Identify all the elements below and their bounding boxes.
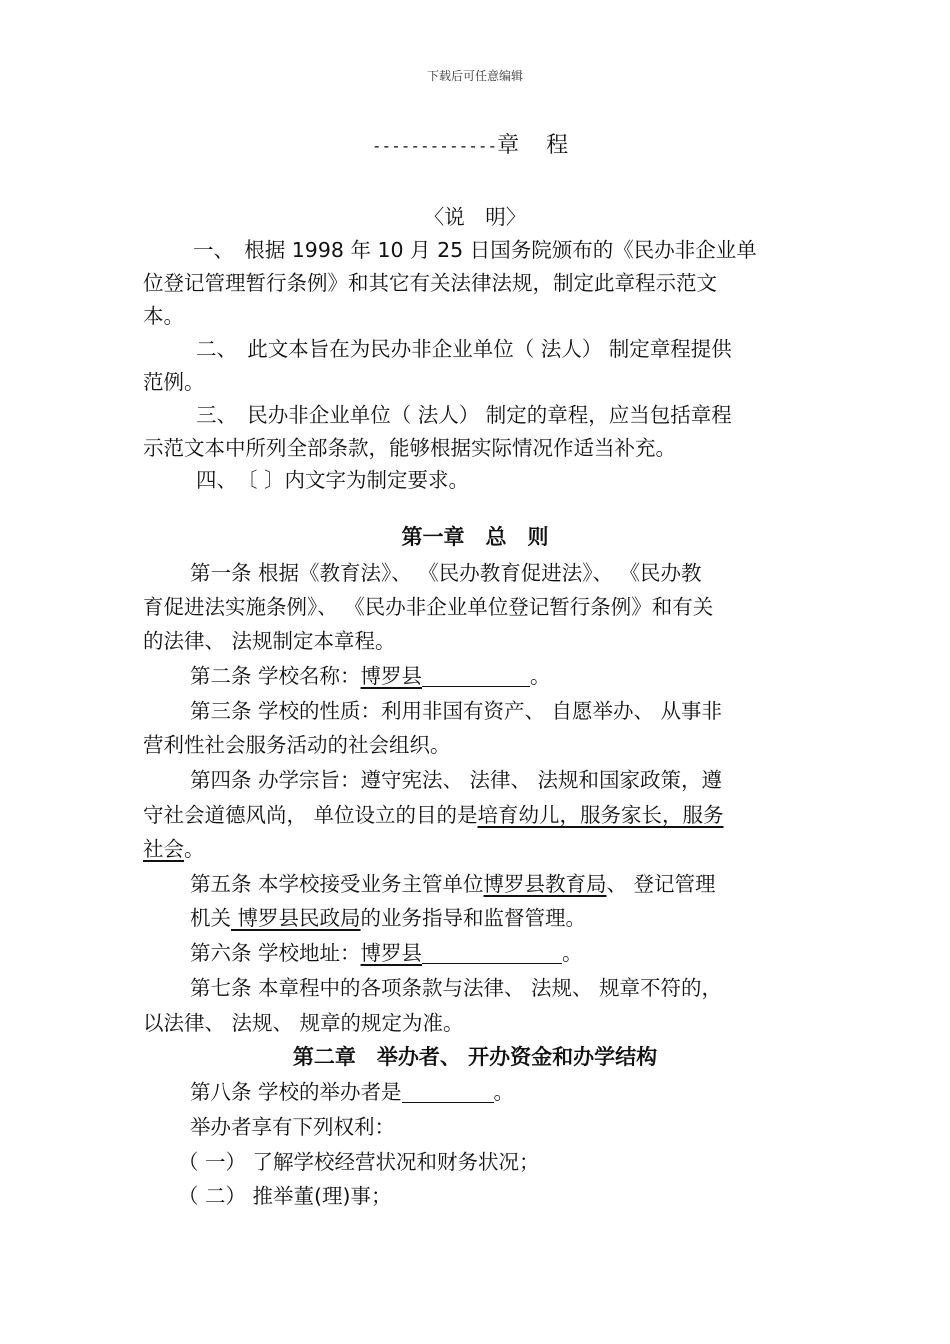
article-3-line: 第三条 学校的性质：利用非国有资产、 自愿举办、 从事非	[190, 699, 723, 723]
article-5-text: 机关	[190, 906, 231, 930]
rights-item: （ 一） 了解学校经营状况和财务状况；	[178, 1150, 540, 1174]
explanation-line: 二、 此文本旨在为民办非企业单位（ 法人） 制定章程提供	[196, 337, 732, 361]
article-5-text: 、 登记管理	[606, 872, 716, 896]
school-name-blank	[422, 664, 530, 687]
rights-intro: 举办者享有下列权利：	[190, 1115, 395, 1139]
article-1-line: 的法律、 法规制定本章程。	[143, 629, 396, 653]
school-address-value: 博罗县	[360, 941, 423, 965]
chapter1-heading: 第一章 总 则	[401, 525, 549, 549]
supervisor-value: 博罗县教育局	[483, 872, 607, 896]
article-8-suffix: 。	[493, 1080, 515, 1104]
explanation-line: 位登记管理暂行条例》和其它有关法律法规，制定此章程示范文	[143, 271, 717, 295]
school-purpose-value-cont: 社会	[143, 837, 184, 861]
article-5-line	[190, 867, 716, 901]
article-5-text: 的业务指导和监督管理。	[360, 906, 587, 930]
article-3-line: 营利性社会服务活动的社会组织。	[143, 733, 451, 757]
article-1-line: 第一条 根据《教育法》、 《民办教育促进法》、 《民办教	[190, 561, 702, 585]
explanation-line: 范例。	[143, 370, 205, 394]
article-1-line: 育促进法实施条例》、 《民办非企业单位登记暂行条例》和有关	[143, 595, 714, 619]
title-dashes: -------------	[371, 136, 498, 156]
school-address-blank	[422, 941, 562, 964]
explanation-line: 四、 〔 〕内文字为制定要求。	[196, 468, 470, 492]
rights-item: （ 二） 推举董(理)事；	[178, 1184, 392, 1208]
article-6	[190, 936, 583, 970]
article-6-suffix: 。	[562, 941, 583, 965]
school-name-value: 博罗县	[360, 664, 423, 688]
explanation-line: 一、 根据 1998 年 10 月 25 日国务院颁布的《民办非企业单	[193, 238, 757, 262]
article-4-line	[143, 832, 205, 866]
document-title	[0, 128, 950, 159]
explanation-line: 本。	[143, 304, 184, 328]
article-2-suffix: 。	[530, 664, 551, 688]
explanation-line: 三、 民办非企业单位（ 法人） 制定的章程，应当包括章程	[196, 403, 732, 427]
sponsor-blank	[402, 1080, 494, 1103]
article-4-line: 第四条 办学宗旨：遵守宪法、 法律、 法规和国家政策，遵	[190, 768, 723, 792]
school-purpose-value: 培育幼儿，服务家长，服务	[477, 803, 724, 827]
chapter2-heading: 第二章 举办者、 开办资金和办学结构	[292, 1045, 658, 1069]
registration-authority-value: 博罗县民政局	[231, 906, 361, 930]
explanation-line: 示范文本中所列全部条款，能够根据实际情况作适当补充。	[143, 436, 676, 460]
article-4-suffix: 。	[184, 837, 205, 861]
article-6-label: 第六条 学校地址：	[190, 941, 361, 965]
article-2	[190, 659, 551, 693]
page-header-note: 下载后可任意编辑	[426, 69, 523, 83]
article-2-label: 第二条 学校名称：	[190, 664, 361, 688]
article-8-label: 第八条 学校的举办者是	[190, 1080, 402, 1104]
title-text: 章 程	[497, 133, 579, 158]
article-5-line	[190, 901, 586, 935]
article-8	[190, 1075, 514, 1109]
explanation-heading: 〈说 明〉	[423, 205, 527, 229]
article-7-line: 第七条 本章程中的各项条款与法律、 法规、 规章不符的，	[190, 976, 723, 1000]
article-7-line: 以法律、 法规、 规章的规定为准。	[143, 1011, 464, 1035]
article-4-text: 守社会道德风尚， 单位设立的目的是	[143, 803, 478, 827]
article-5-text: 第五条 本学校接受业务主管单位	[190, 872, 484, 896]
article-4-line	[143, 798, 724, 832]
